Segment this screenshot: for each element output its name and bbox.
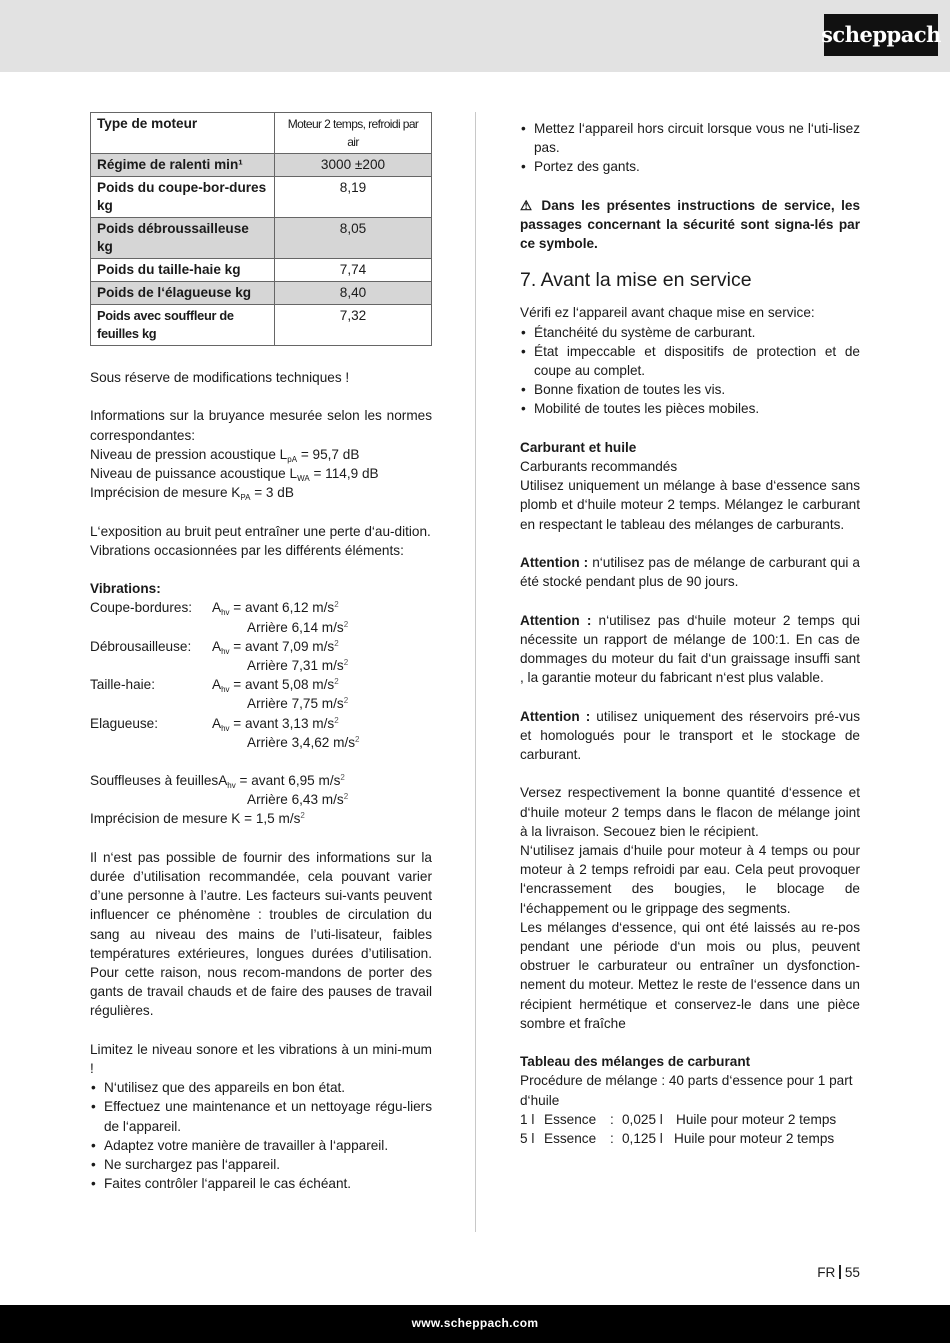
spec-label: Poids du coupe-bor-dures kg	[91, 177, 275, 218]
vibration-uncertainty: Imprécision de mesure K = 1,5 $m/s^2$	[90, 811, 305, 827]
never-paragraph: N‘utilisez jamais d‘huile pour moteur à 4 temps ou pour moteur à 2 temps refroidi par eau. Cela peut provoquer l‘encrassement des bougies, le blocage de l‘échappement ou le grippage des segments.	[520, 843, 860, 916]
spec-label: Poids débroussailleuse kg	[91, 218, 275, 259]
list-item: • Adaptez votre manière de travailler à l‘appareil.	[90, 1136, 432, 1155]
spec-value: 8,05	[275, 218, 432, 259]
list-item: • Portez des gants.	[520, 157, 860, 176]
safety-list	[520, 119, 860, 177]
spec-row	[91, 154, 432, 177]
reserve-note: Sous réserve de modifications techniques !	[90, 370, 350, 385]
fuel-subtitle: Carburants recommandés	[520, 459, 678, 475]
vibration-row: Coupe-bordures: $A_{hv}$ = avant 6,12 $m/s^2$	[90, 600, 339, 618]
mix-table-title: Tableau des mélanges de carburant	[520, 1054, 751, 1070]
left-column	[90, 112, 432, 1194]
section-title: 7. Avant la mise en service	[520, 269, 752, 292]
mix-row: 5 l Essence : 0,125 l Huile pour moteur 2 temps	[520, 1131, 835, 1147]
right-column	[520, 112, 860, 1148]
list-item: • Mettez l‘appareil hors circuit lorsque vous ne l‘uti-lisez pas.	[520, 119, 860, 157]
column-divider	[475, 112, 476, 1232]
attention-2: Attention : n‘utilisez pas d‘huile moteur 2 temps qui nécessite un rapport de mélange de 100:1. En cas de dommages du moteur du fait d‘un graissage insuffi sant , la garantie moteur du fabricant n‘est plus valable.	[520, 612, 860, 686]
noise-uncertainty: Imprécision de mesure $K_{PA} = 3$ dB	[90, 485, 294, 503]
spec-row	[91, 177, 432, 218]
exposure-note: L‘exposition au bruit peut entraîner une perte d‘au-dition.	[90, 523, 431, 539]
spec-label: Poids du taille-haie kg	[91, 259, 275, 282]
vibration-title: Vibrations:	[90, 581, 161, 597]
list-item: • Mobilité de toutes les pièces mobiles.	[520, 399, 860, 418]
spec-value: 7,74	[275, 259, 432, 282]
footer-bar	[0, 1305, 950, 1343]
pour-paragraph: Versez respectivement la bonne quantité d‘essence et d‘huile moteur 2 temps dans le flacon de mélange joint à la livraison. Secouez bien le récipient.	[520, 785, 860, 839]
list-item: • Étanchéité du système de carburant.	[520, 323, 860, 342]
check-list	[520, 323, 860, 419]
spec-table	[90, 112, 432, 346]
noise-pressure: Niveau de pression acoustique $L_{pA} = 95,7$ dB	[90, 446, 360, 464]
header-bar	[0, 0, 950, 72]
limit-list	[90, 1078, 432, 1193]
spec-row	[91, 113, 432, 154]
rest-paragraph: Les mélanges d‘essence, qui ont été laissés au re-pos pendant une période d‘un mois ou plus, peuvent obstruer le carburateur ou entraîner un dysfonction-nement du moteur. Mettez le reste de l‘essence dans un récipient hermétique et conservez-le dans une pièce sombre et fraîche	[520, 919, 860, 1031]
scheppach-logo: scheppach	[824, 14, 938, 56]
spec-value: Moteur 2 temps, refroidi par air	[275, 113, 432, 154]
attention-3: Attention : utilisez uniquement des réservoirs pré-vus et homologués pour le transport et le stockage de carburant.	[520, 708, 860, 763]
list-item: • Effectuez une maintenance et un nettoyage régu-liers de l‘appareil.	[90, 1097, 432, 1135]
list-item: • Ne surchargez pas l‘appareil.	[90, 1155, 432, 1174]
vibration-row: Elagueuse: $A_{hv}$ = avant 3,13 $m/s^2$	[90, 715, 339, 733]
spec-row	[91, 282, 432, 305]
mix-row: 1 l Essence : 0,025 l Huile pour moteur 2 temps	[520, 1111, 837, 1127]
attention-1: Attention : n‘utilisez pas de mélange de carburant qui a été stocké pendant plus de 90 jours.	[520, 555, 860, 590]
blower-vibration-rear: Arrière 6,43 $m/s^2$	[247, 792, 349, 808]
mix-procedure: Procédure de mélange : 40 parts d‘essence pour 1 part d‘huile	[520, 1073, 853, 1108]
warning-icon: ⚠	[520, 197, 535, 213]
spec-row	[91, 305, 432, 346]
warning-note: ⚠ Dans les présentes instructions de service, les passages concernant la sécurité sont signa-lés par ce symbole.	[520, 197, 861, 252]
list-item: • Bonne fixation de toutes les vis.	[520, 380, 860, 399]
vibration-list: Coupe-bordures: $A_{hv}$ = avant 6,12 $m/s^2$ Arrière 6,14 $m/s^2$ Débrousailleuse: $A_{hv}$ = avant 7,09 $m/s^2$ Arrière 7,31 $m/s^2$ Taille-haie: $A_{hv}$ = avant 5,08 $m/s^2$ Arrière 7,75 $m/s^2$ Elagueuse: $A_{hv}$ = avant 3,13 $m/s^2$ Arrière 3,4,62 $m/s^2$	[90, 598, 432, 752]
spec-label: Poids de l‘élagueuse kg	[91, 282, 275, 305]
noise-power: Niveau de puissance acoustique $L_{WA} = 114,9$ dB	[90, 466, 379, 483]
spec-row	[91, 259, 432, 282]
vibration-intro: Vibrations occasionnées par les différents éléments:	[90, 542, 404, 558]
spec-value: 3000 ±200	[275, 154, 432, 177]
duration-paragraph: Il n‘est pas possible de fournir des informations sur la durée d’utilisation recommandée, cela pouvant varier d’une personne à l’autre. Les facteurs sui-vants peuvent influencer ce phénomène : troubles de circulation du sang au niveau des mains de l’uti-lisateur, faibles températures extérieures, longues durées d’utilisation. Pour cette raison, nous recom-mandons de porter des gants de travail chauds et de faire des pauses de travail régulières.	[90, 849, 432, 1019]
spec-value: 7,32	[275, 305, 432, 346]
fuel-text: Utilisez uniquement un mélange à base d‘essence sans plomb et d‘huile moteur 2 temps. Mélangez le carburant en respectant le tableau des mélanges de carburants.	[520, 478, 860, 532]
limit-intro: Limitez le niveau sonore et les vibrations à un mini-mum !	[90, 1041, 432, 1077]
spec-label: Poids avec souffleur de feuilles kg	[91, 305, 275, 346]
vibration-row: Taille-haie: $A_{hv}$ = avant 5,08 $m/s^2$	[90, 677, 339, 695]
spec-label: Régime de ralenti min¹	[91, 154, 275, 177]
list-item: • Faites contrôler l‘appareil le cas échéant.	[90, 1174, 432, 1193]
blower-vibration: Souffleuses à feuillesA$_{hv}$ = avant 6,95 $m/s^2$	[90, 773, 345, 791]
vibration-row: Débrousailleuse: $A_{hv}$ = avant 7,09 $m/s^2$	[90, 638, 339, 656]
fuel-title: Carburant et huile	[520, 439, 637, 455]
list-item: • N‘utilisez que des appareils en bon état.	[90, 1078, 432, 1097]
spec-label: Type de moteur	[91, 113, 275, 154]
noise-intro: Informations sur la bruyance mesurée selon les normes correspondantes:	[90, 408, 432, 443]
spec-value: 8,19	[275, 177, 432, 218]
spec-row	[91, 218, 432, 259]
page-number: FR 55	[817, 1265, 860, 1280]
check-intro: Vérifi ez l‘appareil avant chaque mise en service:	[520, 305, 815, 321]
spec-value: 8,40	[275, 282, 432, 305]
list-item: • État impeccable et dispositifs de protection et de coupe au complet.	[520, 342, 860, 380]
footer-url: www.scheppach.com	[411, 1316, 539, 1331]
